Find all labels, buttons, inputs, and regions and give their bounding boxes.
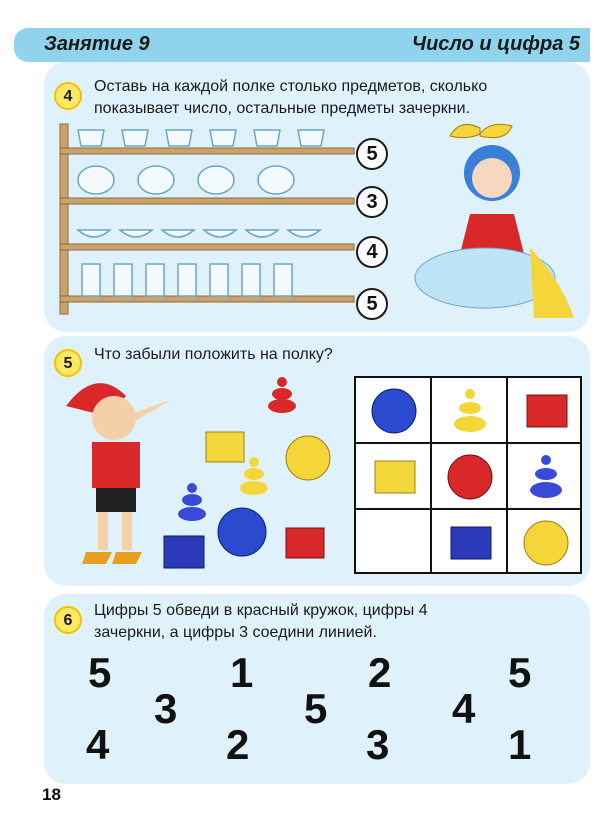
grid-cell-yellow-ball [508,510,584,576]
task-6-text-line2: зачеркни, а цифры 3 соедини линией. [94,624,377,641]
grid-cell-red-ball [432,444,508,510]
task-6-number: 6 [54,606,82,634]
task-4-text-line1: Оставь на каждой полке столько предметов, сколько [94,78,488,95]
task-6-text-line1: Цифры 5 обведи в красный кружок, цифры 4 [94,602,428,619]
pinocchio-illustration [56,356,176,576]
yellow-cube-icon [369,457,419,497]
task-5-text: Что забыли положить на полку? [94,346,333,363]
page-header [14,28,590,62]
shelves-illustration [56,120,356,320]
lesson-title: Занятие 9 [44,33,150,55]
digit[interactable]: 4 [452,685,476,732]
digit[interactable]: 3 [366,721,390,768]
girl-at-table-illustration [400,118,580,323]
digit[interactable]: 5 [304,685,328,732]
digit[interactable]: 4 [86,721,110,768]
shelf-2-number: 3 [356,186,388,218]
red-ball-icon [445,452,495,502]
grid-cell-blue-pyramid [508,444,584,510]
shelf-3-number: 4 [356,236,388,268]
item-grid [354,376,582,574]
yellow-ball-icon [521,518,571,568]
blue-ball-icon [369,386,419,436]
grid-cell-empty[interactable] [356,510,432,576]
shelf-1-number: 5 [356,138,388,170]
grid-cell-blue-cube [432,510,508,576]
task-4-text-line2: показывает число, остальные предметы зачеркни. [94,100,471,117]
yellow-pyramid-icon [450,386,490,436]
grid-cell-red-cube [508,378,584,444]
task-4-number: 4 [54,82,82,110]
red-pyramid-icon [268,377,296,413]
digit[interactable]: 1 [230,649,254,696]
grid-cell-yellow-cube [356,444,432,510]
topic-title: Число и цифра 5 [411,33,580,55]
blue-pyramid-icon [526,452,566,502]
digit[interactable]: 2 [368,649,392,696]
grid-cell-yellow-pyramid [432,378,508,444]
loose-items-illustration [162,372,342,582]
page-number: 18 [42,785,61,804]
blue-cube-icon [445,523,495,563]
shelf-4-number: 5 [356,288,388,320]
digit[interactable]: 1 [508,721,532,768]
digit[interactable]: 2 [226,721,250,768]
digit[interactable]: 3 [154,685,178,732]
red-cube-icon [521,391,571,431]
task-5-number: 5 [54,349,82,377]
digit[interactable]: 5 [88,649,112,696]
digit[interactable]: 5 [508,649,532,696]
grid-cell-blue-ball [356,378,432,444]
